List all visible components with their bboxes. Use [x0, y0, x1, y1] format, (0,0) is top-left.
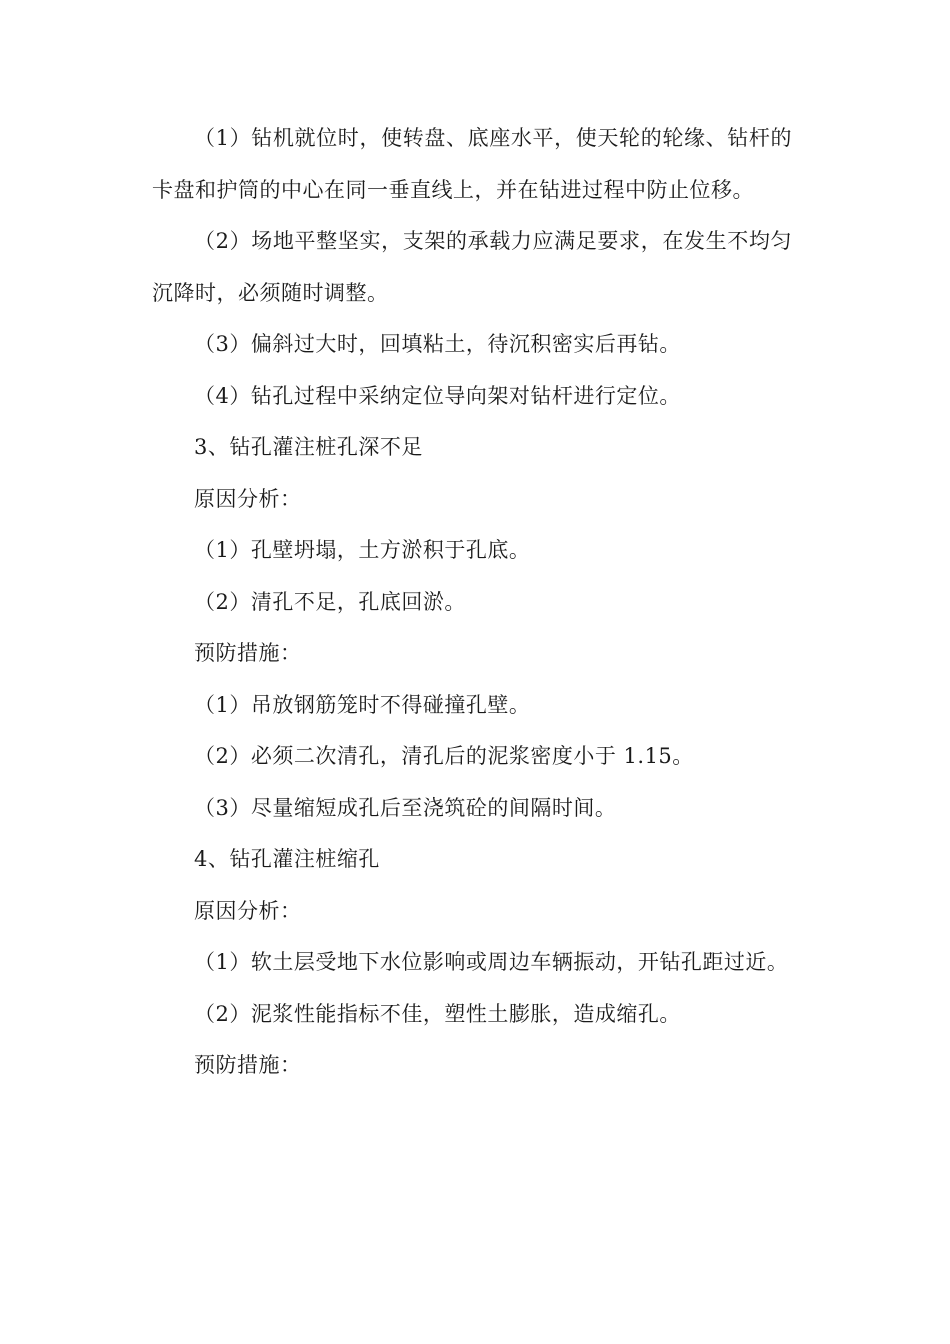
prevention-label-2: 预防措施： — [194, 1053, 302, 1077]
document-body — [152, 113, 792, 1092]
paragraph-4: （4）钻孔过程中采纳定位导向架对钻杆进行定位。 — [194, 383, 681, 408]
cause-analysis-label-1: 原因分析： — [194, 486, 302, 511]
paragraph-15: （1）软土层受地下水位影响或周边车辆振动，开钻孔距过近。 — [194, 950, 789, 974]
paragraph-8: （2）清孔不足，孔底回淤。 — [194, 589, 466, 614]
paragraph-12: （3）尽量缩短成孔后至浇筑砼的间隔时间。 — [194, 795, 617, 820]
prevention-label-1: 预防措施： — [194, 641, 302, 665]
paragraph-10: （1）吊放钢筋笼时不得碰撞孔壁。 — [194, 692, 531, 717]
paragraph-1: （1）钻机就位时，使转盘、底座水平，使天轮的轮缘、钻杆的卡盘和护筒的中心在同一垂直线上，并在钻进过程中防止位移。 — [152, 126, 792, 202]
paragraph-7: （1）孔壁坍塌，土方淤积于孔底。 — [194, 538, 531, 562]
paragraph-3: （3）偏斜过大时，回填粘土，待沉积密实后再钻。 — [194, 332, 681, 356]
section-heading-4: 4、钻孔灌注桩缩孔 — [194, 847, 380, 871]
paragraph-11: （2）必须二次清孔，清孔后的泥浆密度小于 1.15。 — [194, 744, 694, 768]
paragraph-16: （2）泥浆性能指标不佳，塑性土膨胀，造成缩孔。 — [194, 1001, 681, 1026]
section-heading-3: 3、钻孔灌注桩孔深不足 — [194, 435, 423, 459]
cause-analysis-label-2: 原因分析： — [194, 898, 302, 923]
paragraph-2: （2）场地平整坚实，支架的承载力应满足要求，在发生不均匀沉降时，必须随时调整。 — [152, 229, 792, 305]
